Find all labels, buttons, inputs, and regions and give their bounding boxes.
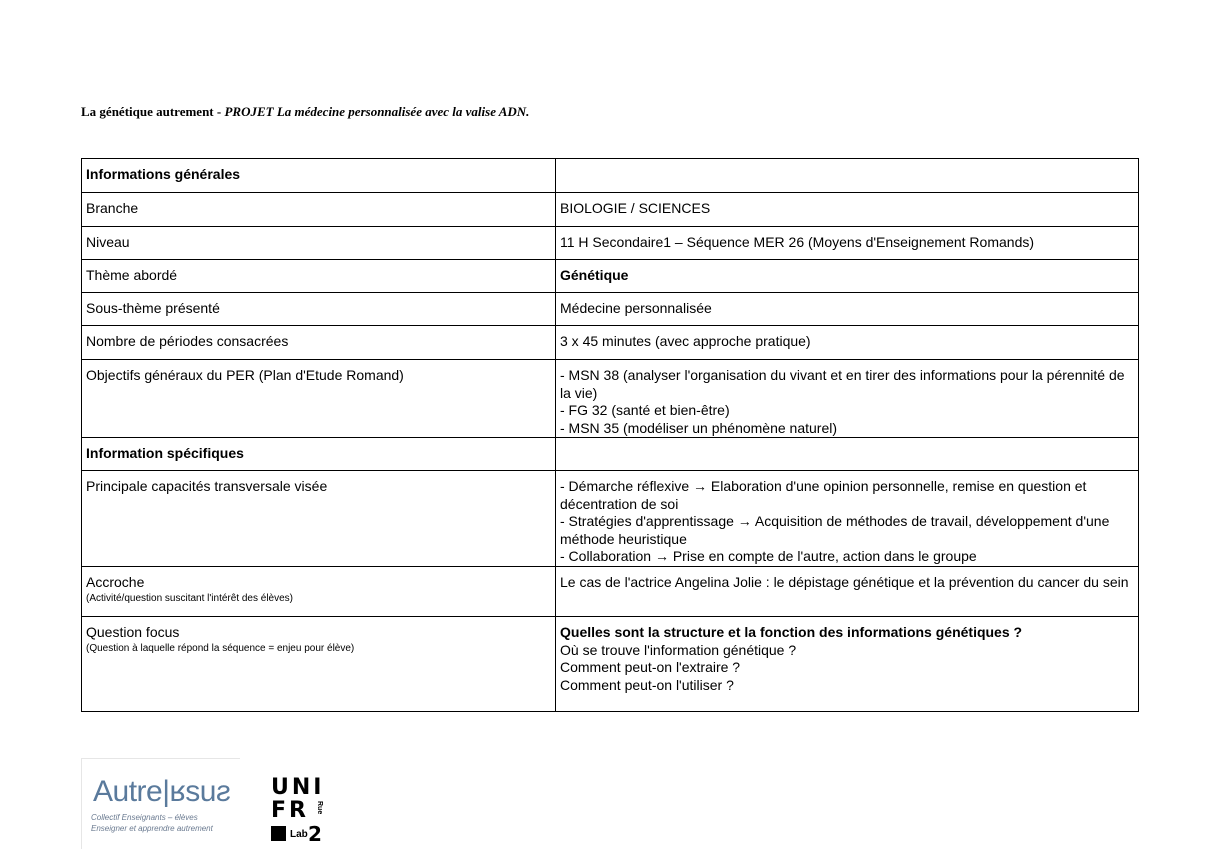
row-value: Génétique <box>556 260 1139 293</box>
value-line: Comment peut-on l'extraire ? <box>560 659 741 675</box>
autrement-logo <box>81 758 240 849</box>
unifr-logo-uni: UNI <box>271 775 325 800</box>
autrement-logo-line1: Collectif Enseignants – élèves <box>91 813 198 822</box>
row-label: Thème abordé <box>82 260 556 293</box>
row-label <box>82 617 556 712</box>
value-line: - MSN 35 (modéliser un phénomène naturel) <box>560 419 838 436</box>
row-value: BIOLOGIE / SCIENCES <box>556 193 1139 227</box>
table-row <box>82 471 1139 567</box>
autrement-logo-line2: Enseigner et apprendre autrement <box>91 824 213 833</box>
row-label: Information spécifiques <box>82 438 556 471</box>
document-title-plain: La génétique autrement - <box>81 104 225 119</box>
row-label <box>82 567 556 617</box>
row-value: 3 x 45 minutes (avec approche pratique) <box>556 326 1139 360</box>
table-row <box>82 617 1139 712</box>
unifr-logo-lab: Lab <box>290 829 308 840</box>
row-value <box>556 617 1139 712</box>
row-sublabel: (Activité/question suscitant l'intérêt des élèves) <box>86 592 294 604</box>
row-value <box>556 438 1139 471</box>
document-title-italic: PROJET La médecine personnalisée avec la valise ADN. <box>224 104 530 119</box>
row-value <box>556 360 1139 438</box>
value-line: Où se trouve l'information génétique ? <box>560 641 797 658</box>
table-row <box>82 159 1139 193</box>
row-value: Médecine personnalisée <box>556 293 1139 326</box>
value-line: - Collaboration → Prise en compte de l'autre, action dans le groupe <box>560 548 977 564</box>
row-label: Principale capacités transversale visée <box>82 471 556 567</box>
info-table <box>81 158 1139 712</box>
row-label: Nombre de périodes consacrées <box>82 326 556 360</box>
value-line: Quelles sont la structure et la fonction des informations génétiques ? <box>560 624 1023 640</box>
table-row <box>82 260 1139 293</box>
table-row <box>82 438 1139 471</box>
table-row <box>82 227 1139 260</box>
autrement-logo-word: Autre|ʁsuƨ <box>93 775 231 808</box>
row-value <box>556 159 1139 193</box>
value-line: - Démarche réflexive → Elaboration d'une opinion personnelle, remise en question et décentration de soi <box>560 478 1087 512</box>
row-label-main: Question focus <box>86 624 180 640</box>
value-line: - MSN 38 (analyser l'organisation du vivant et en tirer des informations pour la pérennité de la vie) <box>560 367 1125 401</box>
value-line: Comment peut-on l'utiliser ? <box>560 676 734 693</box>
row-value: 11 H Secondaire1 – Séquence MER 26 (Moyens d'Enseignement Romands) <box>556 227 1139 260</box>
row-label-main: Accroche <box>86 574 145 590</box>
unifr-logo <box>271 776 341 848</box>
unifr-logo-rue: Rue <box>316 801 323 815</box>
table-row <box>82 326 1139 360</box>
row-label: Sous-thème présenté <box>82 293 556 326</box>
row-label: Informations générales <box>82 159 556 193</box>
table-row <box>82 567 1139 617</box>
table-row <box>82 360 1139 438</box>
row-value <box>556 471 1139 567</box>
row-value: Le cas de l'actrice Angelina Jolie : le dépistage génétique et la prévention du cancer du sein <box>556 567 1139 617</box>
row-label: Objectifs généraux du PER (Plan d'Etude Romand) <box>82 360 556 438</box>
value-line: - FG 32 (santé et bien-être) <box>560 402 730 418</box>
unifr-logo-square <box>271 826 286 841</box>
row-label: Branche <box>82 193 556 227</box>
row-sublabel: (Question à laquelle répond la séquence = enjeu pour élève) <box>86 642 355 654</box>
document-title <box>81 104 529 120</box>
row-label: Niveau <box>82 227 556 260</box>
unifr-logo-fr: FR <box>271 798 309 823</box>
table-row <box>82 293 1139 326</box>
table-row <box>82 193 1139 227</box>
value-line: - Stratégies d'apprentissage → Acquisition de méthodes de travail, développement d'une méthode heuristique <box>560 513 1110 547</box>
unifr-logo-num: 2 <box>308 822 322 846</box>
